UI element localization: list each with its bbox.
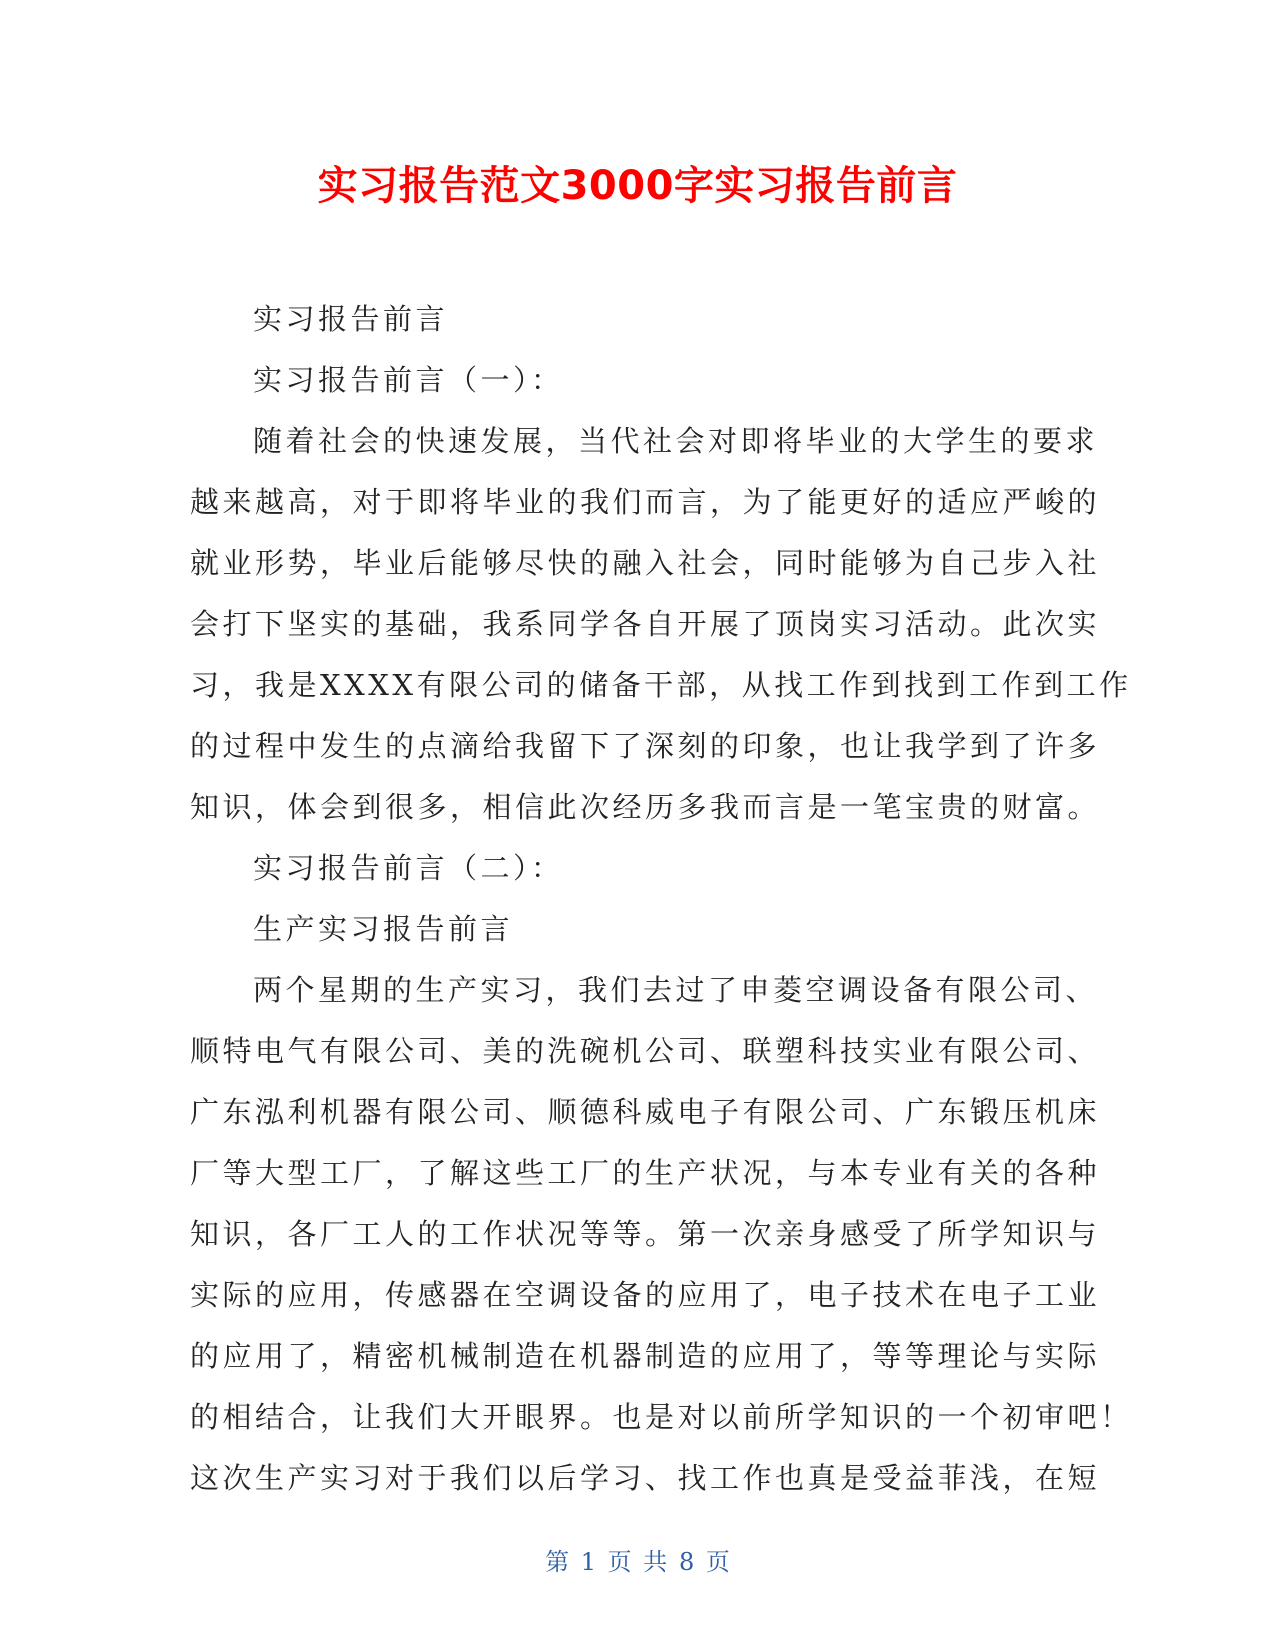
line-10-section-heading: 实习报告前言（二）： [253, 851, 564, 885]
line-4: 越来越高，对于即将毕业的我们而言，为了能更好的适应严峻的 [190, 485, 1101, 519]
line-9: 知识，体会到很多，相信此次经历多我而言是一笔宝贵的财富。 [190, 790, 1101, 824]
line-13: 顺特电气有限公司、美的洗碗机公司、联塑科技实业有限公司、 [190, 1034, 1101, 1068]
page-footer: 第 1 页 共 8 页 [545, 1548, 730, 1576]
line-3: 随着社会的快速发展，当代社会对即将毕业的大学生的要求 [253, 424, 1099, 458]
line-1-heading: 实习报告前言 [253, 302, 449, 336]
line-19: 的相结合，让我们大开眼界。也是对以前所学知识的一个初审吧！ [190, 1400, 1133, 1434]
line-6: 会打下坚实的基础，我系同学各自开展了顶岗实习活动。此次实 [190, 607, 1101, 641]
line-11-subheading: 生产实习报告前言 [253, 912, 514, 946]
page-title: 实习报告范文3000字实习报告前言 [317, 163, 958, 209]
document-body [190, 289, 1133, 1509]
line-2-section-heading: 实习报告前言（一）： [253, 363, 564, 397]
line-16: 知识，各厂工人的工作状况等等。第一次亲身感受了所学知识与 [190, 1217, 1101, 1251]
line-18: 的应用了，精密机械制造在机器制造的应用了，等等理论与实际 [190, 1339, 1101, 1373]
line-12: 两个星期的生产实习，我们去过了申菱空调设备有限公司、 [253, 973, 1099, 1007]
line-5: 就业形势，毕业后能够尽快的融入社会，同时能够为自己步入社 [190, 546, 1101, 580]
line-17: 实际的应用，传感器在空调设备的应用了，电子技术在电子工业 [190, 1278, 1101, 1312]
line-15: 厂等大型工厂，了解这些工厂的生产状况，与本专业有关的各种 [190, 1156, 1101, 1190]
line-7: 习，我是XXXX有限公司的储备干部，从找工作到找到工作到工作 [190, 668, 1132, 702]
line-20: 这次生产实习对于我们以后学习、找工作也真是受益菲浅，在短 [190, 1461, 1101, 1495]
line-14: 广东泓利机器有限公司、顺德科威电子有限公司、广东锻压机床 [190, 1095, 1101, 1129]
line-8: 的过程中发生的点滴给我留下了深刻的印象，也让我学到了许多 [190, 729, 1101, 763]
